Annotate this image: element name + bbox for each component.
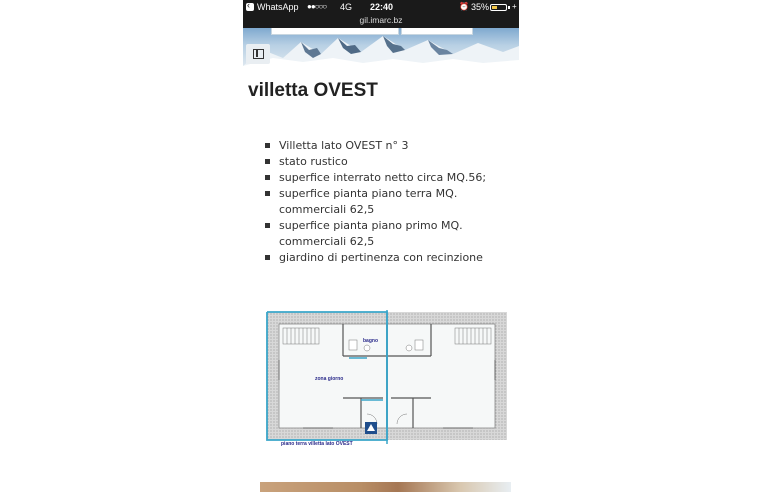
status-bar bbox=[243, 0, 519, 14]
network-type: 4G bbox=[340, 2, 353, 12]
sidebar-icon bbox=[253, 49, 264, 59]
header-banner bbox=[243, 28, 519, 66]
back-to-app-icon[interactable] bbox=[246, 3, 254, 11]
list-item: stato rustico bbox=[265, 154, 517, 170]
list-item: superfice pianta piano primo MQ. commerciali 62,5 bbox=[265, 218, 517, 250]
battery-percent: 35% bbox=[471, 2, 490, 12]
alarm-icon: ⏰ bbox=[459, 2, 469, 11]
room-label: zona giorno bbox=[315, 376, 344, 382]
charging-icon: + bbox=[512, 2, 517, 11]
floor-plan-image[interactable] bbox=[243, 310, 519, 450]
list-item: giardino di pertinenza con recinzione bbox=[265, 250, 517, 266]
banner-input-slot bbox=[401, 28, 473, 35]
battery-tip bbox=[508, 6, 510, 9]
room-label: bagno bbox=[363, 338, 378, 344]
url-text: gil.imarc.bz bbox=[359, 15, 403, 25]
feature-list bbox=[265, 138, 517, 266]
next-photo-image[interactable] bbox=[260, 482, 511, 492]
address-bar[interactable] bbox=[243, 14, 519, 28]
banner-input-slot bbox=[271, 28, 399, 35]
phone-screen bbox=[243, 0, 519, 492]
carrier-label[interactable]: WhatsApp bbox=[257, 2, 299, 12]
list-item: superfice pianta piano terra MQ. commerciali 62,5 bbox=[265, 186, 517, 218]
battery-icon bbox=[490, 4, 507, 11]
page-title: villetta OVEST bbox=[248, 80, 378, 101]
list-item: Villetta lato OVEST n° 3 bbox=[265, 138, 517, 154]
sidebar-toggle-button[interactable] bbox=[246, 44, 270, 64]
clock-time: 22:40 bbox=[370, 2, 394, 12]
signal-strength-icon: ●●○○○ bbox=[307, 2, 327, 11]
list-item: superfice interrato netto circa MQ.56; bbox=[265, 170, 517, 186]
plan-caption: piano terra villetta lato OVEST bbox=[281, 441, 353, 447]
